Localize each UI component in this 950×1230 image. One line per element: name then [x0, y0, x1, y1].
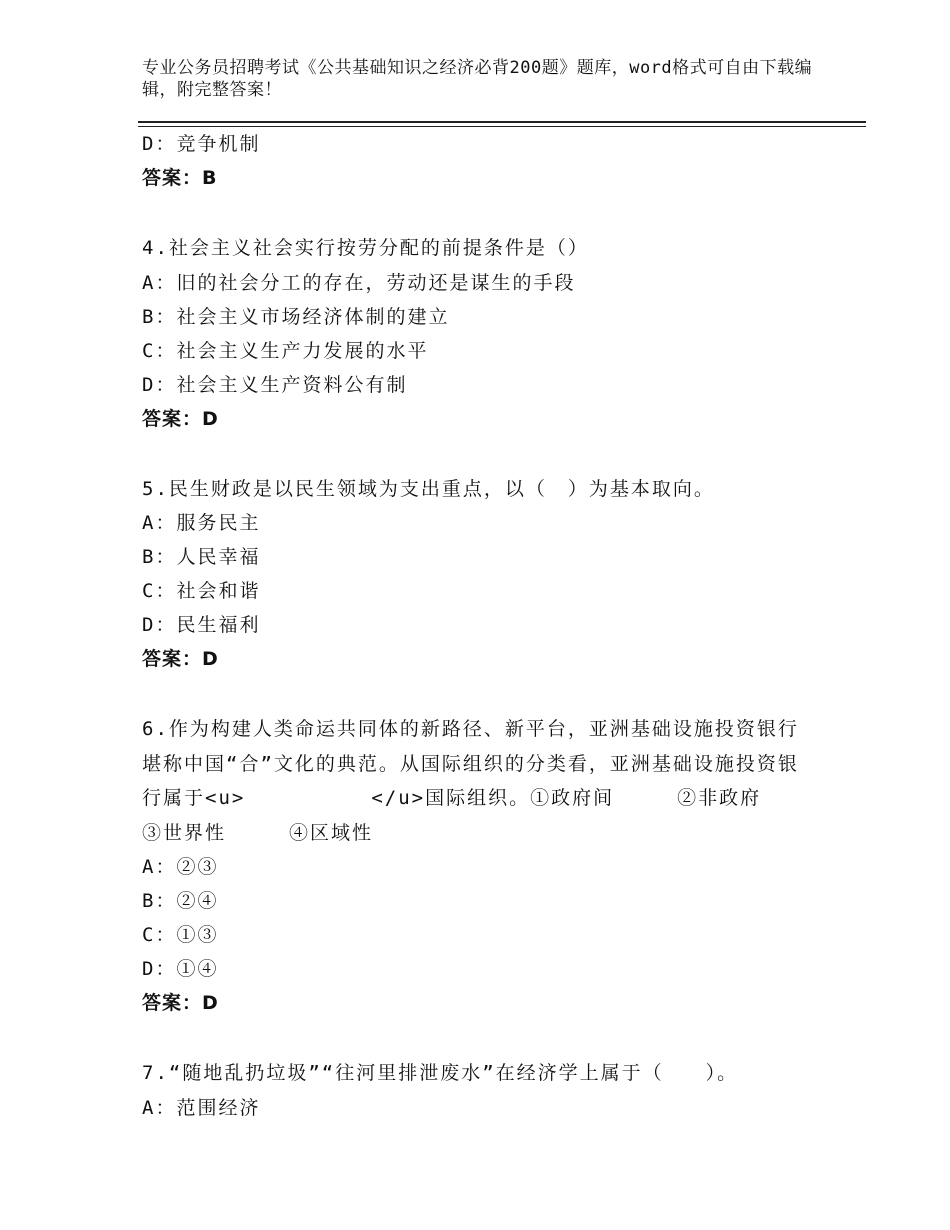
header-divider: [138, 121, 866, 123]
option-b: B：人民幸福: [142, 546, 261, 568]
answer-line: 答案：D: [142, 407, 219, 430]
option-a: A：服务民主: [142, 512, 261, 534]
option-a: A：旧的社会分工的存在，劳动还是谋生的手段: [142, 271, 576, 294]
question-block-7: [142, 1056, 802, 1125]
option-b: B：社会主义市场经济体制的建立: [142, 305, 450, 328]
option-d: D：竞争机制: [142, 133, 261, 155]
option-d: D：社会主义生产资料公有制: [142, 373, 408, 396]
option-b: B：②④: [142, 890, 219, 912]
question-stem: 4.社会主义社会实行按劳分配的前提条件是（）: [142, 237, 589, 259]
question-stem: 5.民生财政是以民生领域为支出重点，以（ ）为基本取向。: [142, 477, 715, 500]
question-block-5: [142, 472, 802, 677]
option-c: C：①③: [142, 924, 219, 946]
question-block-4: [142, 231, 802, 436]
option-a: A：②③: [142, 856, 219, 878]
document-header: 专业公务员招聘考试《公共基础知识之经济必背200题》题库，word格式可自由下载编辑，附完整答案！: [142, 58, 813, 100]
answer-line: 答案：B: [142, 167, 218, 189]
option-d: D：民生福利: [142, 614, 261, 636]
option-a: A：范围经济: [142, 1096, 261, 1119]
option-d: D：①④: [142, 958, 219, 980]
option-c: C：社会和谐: [142, 580, 261, 602]
question-stem: 6.作为构建人类命运共同体的新路径、新平台，亚洲基础设施投资银行堪称中国“合”文化的典范。从国际组织的分类看，亚洲基础设施投资银行属于<u> </u>国际组织。①政府间 ②非政府 ③世界性 ④区域性: [142, 718, 799, 844]
question-list: [142, 127, 802, 1125]
answer-line: 答案：D: [142, 992, 219, 1014]
option-c: C：社会主义生产力发展的水平: [142, 339, 429, 362]
question-stem: 7.“随地乱扔垃圾”“往河里排泄废水”在经济学上属于（ ）。: [142, 1062, 739, 1084]
answer-line: 答案：D: [142, 648, 219, 670]
question-block-6: [142, 712, 802, 1020]
